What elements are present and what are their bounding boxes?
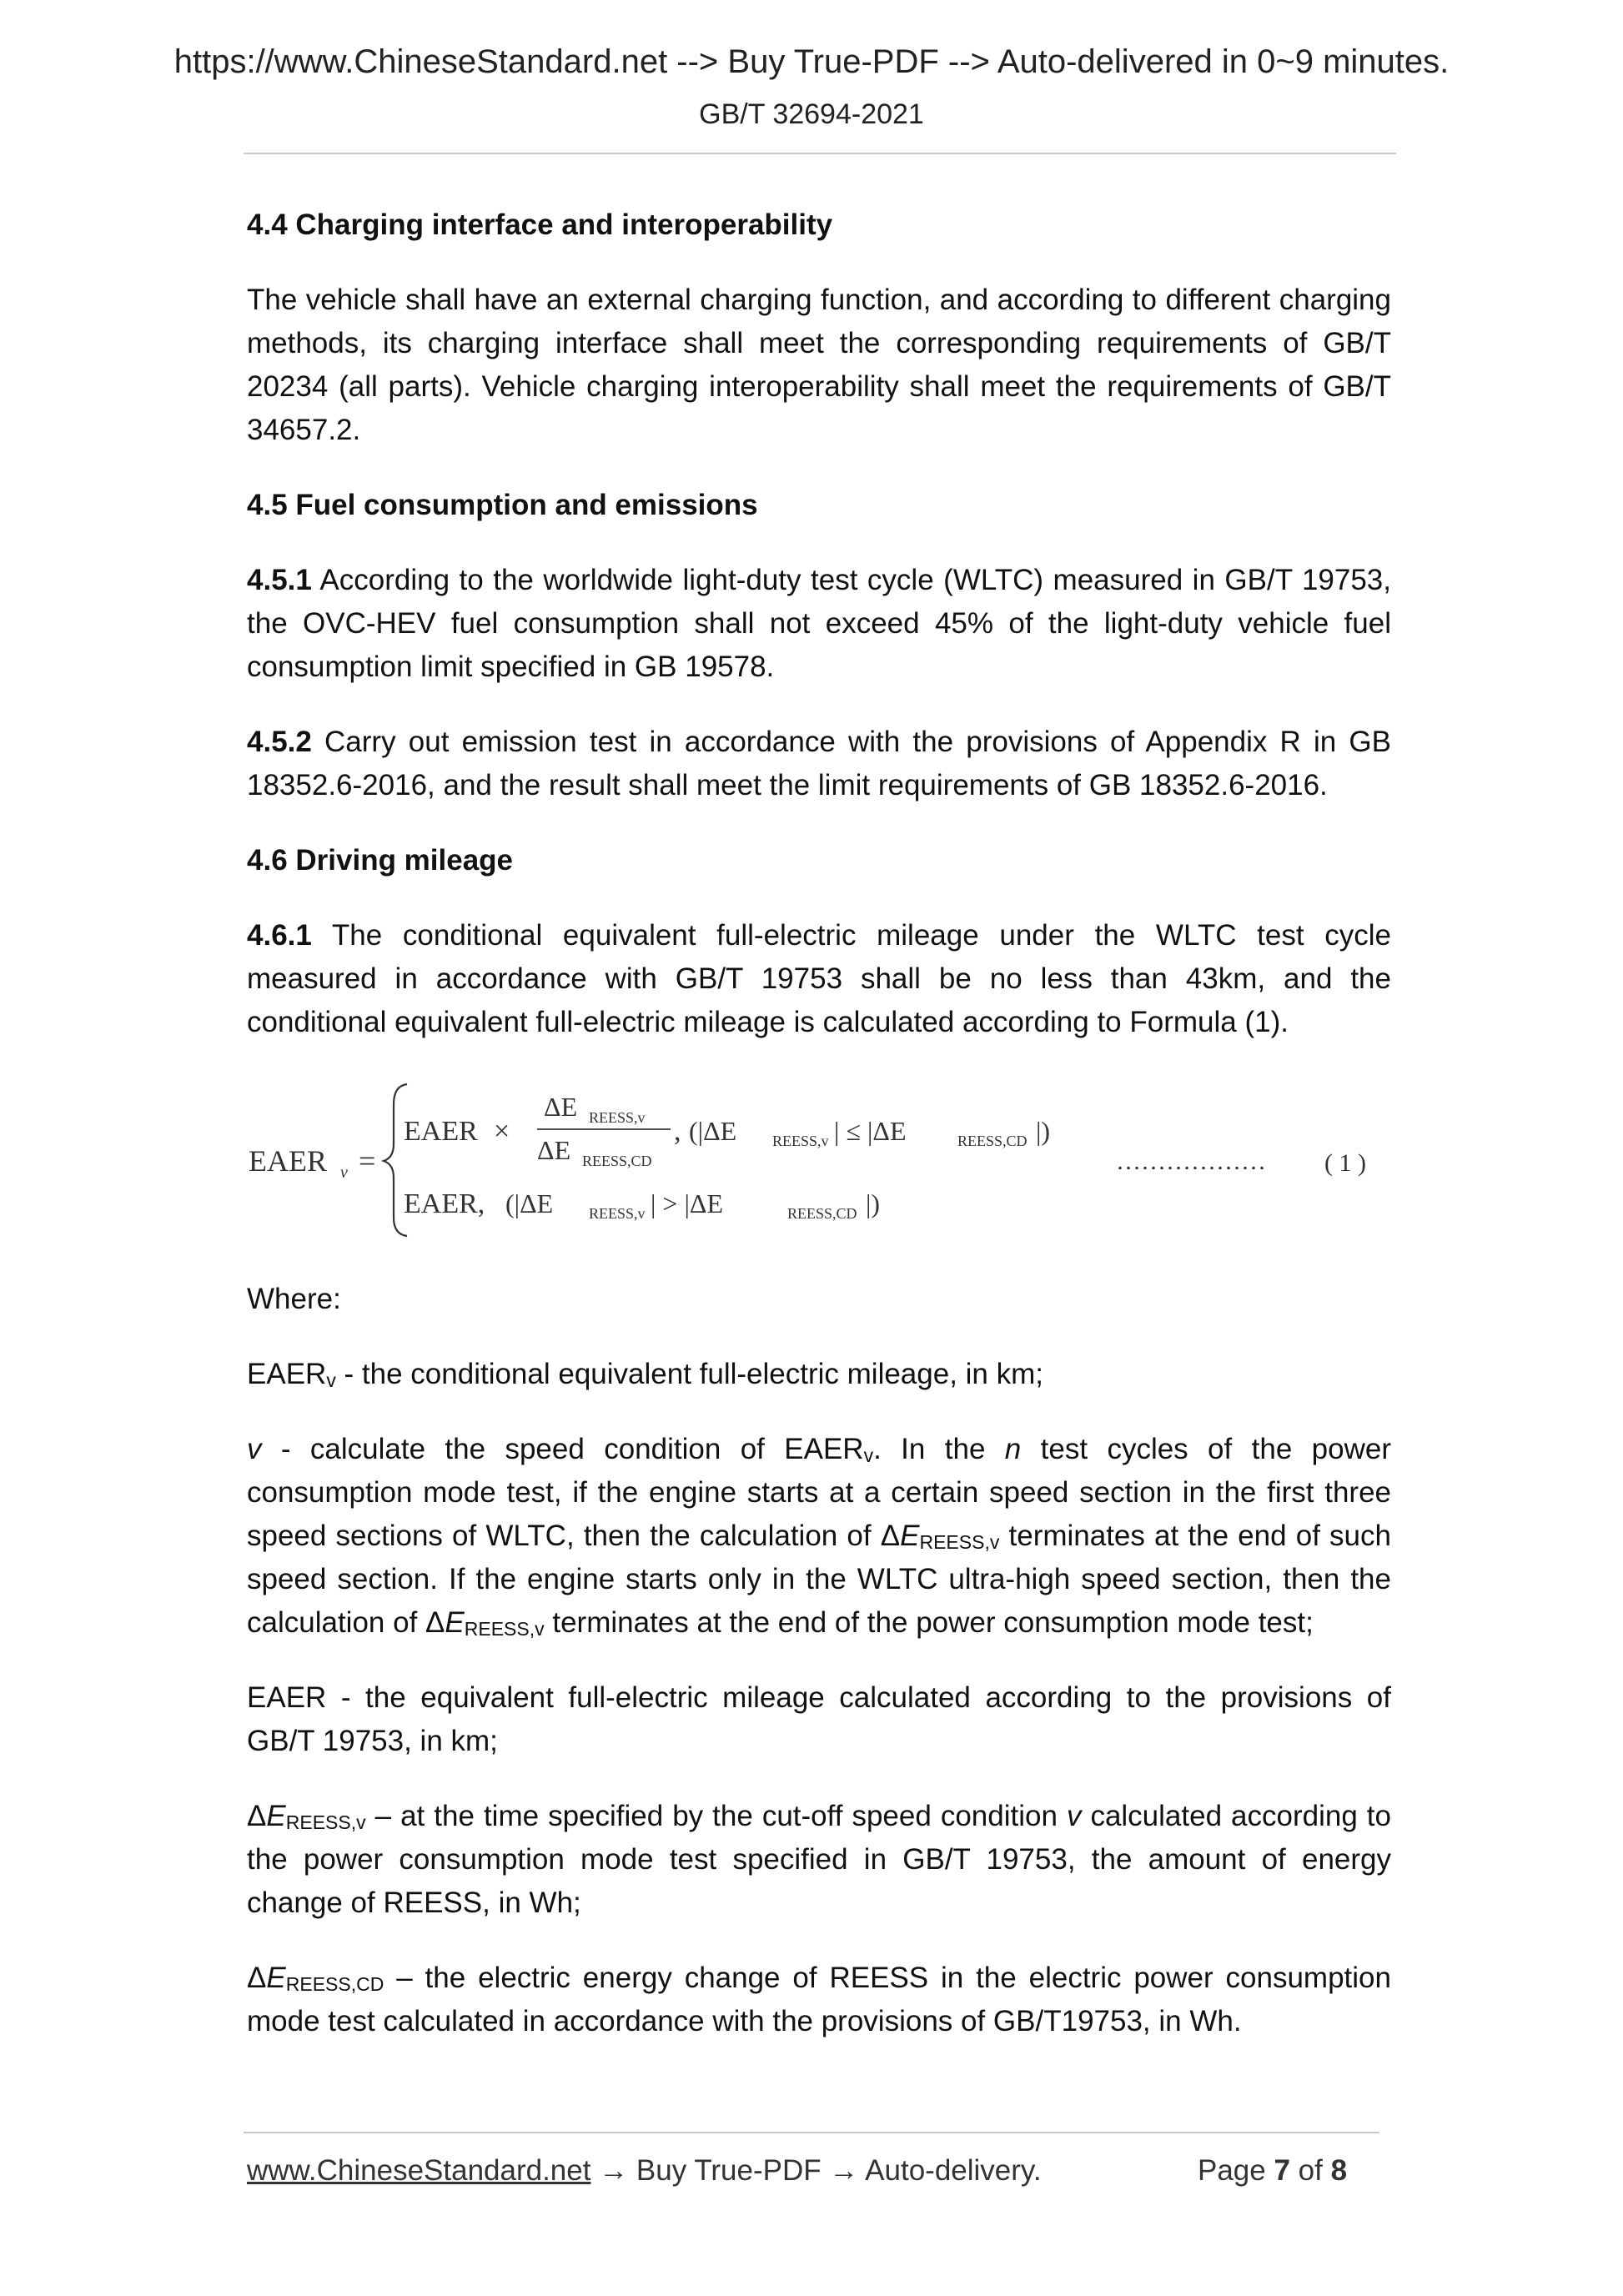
clause-text: Carry out emission test in accordance with the provisions of Appendix R in GB 18352.6-2016, and the result shall meet the limit requirements of GB 18352.6-2016. (247, 726, 1391, 801)
formula-condition-1-sub2: REESS,CD (957, 1133, 1028, 1149)
definition-text: test cycles of the power consumption mode test, if the engine starts at a certain speed section in the first three speed sections of WLTC, then the calculation of Δ (247, 1433, 1391, 1552)
formula-leader-dots: ……………… (1116, 1148, 1266, 1175)
formula-lhs-sub: v (340, 1163, 348, 1182)
formula-denominator-sub: REESS,CD (582, 1153, 652, 1169)
definition-text: . In the (873, 1433, 1005, 1465)
definition-delta-e-reess-cd (247, 1957, 1391, 2043)
formula-condition-2-sub2: REESS,CD (787, 1205, 857, 1222)
section-4-4-paragraph: The vehicle shall have an external charging function, and according to different charging methods, its charging interface shall meet the corresponding requirements of GB/T 20234 (all parts). Vehicle charging interoperability shall meet the requirements of GB/T 34657.2. (247, 284, 1391, 446)
page-total: 8 (1330, 2154, 1348, 2187)
subscript: v (863, 1444, 874, 1466)
formula-equals: = (359, 1144, 376, 1178)
definition-eaer: EAER - the equivalent full-electric mileage calculated according to the provisions of GB/T 19753, in km; (247, 1681, 1391, 1757)
footer-promo-text: → Buy True-PDF → Auto-delivery. (590, 2154, 1042, 2187)
symbol-text: EAER (247, 1358, 327, 1390)
formula-condition-2-sub1: REESS,v (589, 1205, 646, 1222)
definition-delta-e-reess-v (247, 1795, 1391, 1925)
page-number: 7 (1274, 2154, 1290, 2187)
clause-number: 4.5.2 (247, 726, 312, 758)
formula-numerator-sub: REESS,v (589, 1109, 646, 1126)
definition-text: – the electric energy change of REESS in the electric power consumption mode test calculated in accordance with the provisions of GB/T19753, in Wh. (247, 1962, 1391, 2037)
clause-number: 4.6.1 (247, 919, 312, 952)
subscript: REESS,CD (285, 1973, 384, 1995)
symbol-text: v (247, 1433, 262, 1465)
subscript: REESS,v (464, 1618, 545, 1640)
footer-promo (247, 2154, 1042, 2188)
page-of: of (1289, 2154, 1331, 2187)
formula-eaer-2: EAER, (404, 1188, 485, 1219)
definition-text: – at the time specified by the cut-off speed condition (365, 1800, 1067, 1832)
clause-4-5-1 (247, 559, 1391, 689)
page-content (247, 203, 1391, 2075)
symbol-text: Δ (247, 1800, 267, 1832)
clause-text: According to the worldwide light-duty test cycle (WLTC) measured in GB/T 19753, the OVC-HEV fuel consumption shall not exceed 45% of the light-duty vehicle fuel consumption limit specified in GB 19578. (247, 564, 1391, 683)
formula-condition-2a: (|ΔE (505, 1188, 554, 1218)
clause-4-5-2 (247, 721, 1391, 807)
formula-condition-1c: |) (1036, 1116, 1051, 1146)
formula-condition-2c: |) (866, 1188, 881, 1218)
definition-text: terminates at the end of the power consumption mode test; (544, 1606, 1314, 1639)
clause-number: 4.5.1 (247, 564, 312, 596)
definition-text: calculated according to the power consumption mode test specified in GB/T 19753, the amount of energy change of REESS, in Wh; (247, 1800, 1391, 1919)
formula-graphic (247, 1076, 1391, 1243)
definition-text: - calculate the speed condition of EAER (261, 1433, 864, 1465)
section-heading-4-6: 4.6 Driving mileage (247, 844, 514, 877)
standard-number: GB/T 32694-2021 (699, 98, 924, 130)
symbol-text: Δ (247, 1962, 267, 1994)
source-banner: https://www.ChineseStandard.net --> Buy True-PDF --> Auto-delivered in 0~9 minutes. (173, 43, 1450, 80)
symbol-text: E (445, 1606, 465, 1639)
formula-condition-1-sub1: REESS,v (772, 1133, 829, 1149)
where-label: Where: (247, 1283, 341, 1315)
footer-divider (244, 2132, 1379, 2133)
formula-eaer: EAER (404, 1116, 478, 1147)
definition-text: - the conditional equivalent full-electric mileage, in km; (335, 1358, 1043, 1390)
symbol-text: n (1004, 1433, 1022, 1465)
clause-4-6-1 (247, 914, 1391, 1044)
definition-v (247, 1428, 1391, 1645)
formula-condition-2b: | > |ΔE (651, 1188, 723, 1218)
symbol-text: v (1066, 1800, 1082, 1832)
clause-text: The conditional equivalent full-electric mileage under the WLTC test cycle measured in accordance with GB/T 19753 shall be no less than 43km, and the conditional equivalent full-electric mileage is calculated according to Formula (1). (247, 919, 1391, 1038)
header-divider (244, 153, 1396, 154)
subscript: REESS,v (285, 1811, 366, 1833)
formula-1 (247, 1076, 1391, 1243)
symbol-text: E (266, 1962, 286, 1994)
formula-comma: , (674, 1116, 681, 1147)
subscript: REESS,v (919, 1531, 1000, 1553)
formula-condition-1a: (|ΔE (689, 1116, 737, 1146)
formula-condition-1b: | ≤ |ΔE (834, 1116, 907, 1146)
formula-times: × (494, 1116, 510, 1147)
subscript: v (326, 1369, 336, 1391)
formula-denominator: ΔE (537, 1135, 571, 1165)
symbol-text: E (266, 1800, 286, 1832)
definition-eaer-v (247, 1353, 1391, 1396)
page-label: Page (1198, 2154, 1274, 2187)
definition-text: terminates at the end of such speed section. If the engine starts only in the WLTC ultra-high speed section, then the calculation of Δ (247, 1520, 1391, 1639)
symbol-text: E (900, 1520, 920, 1552)
section-heading-4-5: 4.5 Fuel consumption and emissions (247, 489, 758, 521)
formula-lhs: EAER (249, 1144, 327, 1178)
section-heading-4-4: 4.4 Charging interface and interoperability (247, 208, 833, 241)
footer-site-link[interactable]: www.ChineseStandard.net (247, 2154, 591, 2187)
page-indicator (1198, 2154, 1347, 2188)
formula-numerator: ΔE (544, 1092, 578, 1122)
formula-number: ( 1 ) (1324, 1149, 1366, 1177)
